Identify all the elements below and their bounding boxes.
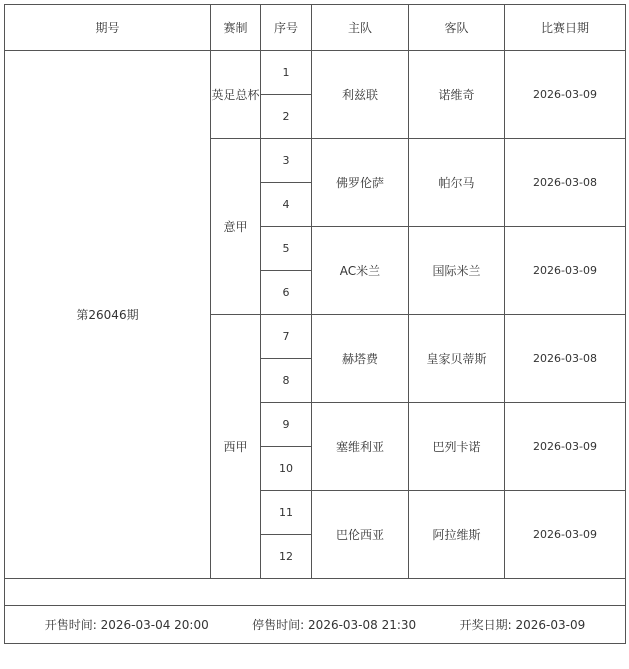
draw-date-value: 2026-03-09: [515, 618, 586, 632]
index-cell: 12: [261, 535, 312, 579]
header-home-team: 主队: [312, 5, 409, 51]
period-cell: 第26046期: [5, 51, 211, 579]
away-team-cell: 巴列卡诺: [409, 403, 505, 491]
sale-start-label: 开售时间:: [44, 618, 97, 632]
away-team-cell: 阿拉维斯: [409, 491, 505, 579]
footer-cell: [5, 606, 626, 644]
header-row: [5, 5, 626, 51]
draw-date-label: 开奖日期:: [459, 618, 512, 632]
league-cell: 西甲: [211, 315, 261, 579]
home-team-cell: AC米兰: [312, 227, 409, 315]
index-cell: 6: [261, 271, 312, 315]
index-cell: 7: [261, 315, 312, 359]
index-cell: 1: [261, 51, 312, 95]
blank-cell: [5, 579, 626, 606]
league-cell: 意甲: [211, 139, 261, 315]
league-cell: 英足总杯: [211, 51, 261, 139]
match-date-cell: 2026-03-09: [505, 227, 626, 315]
sale-start-value: 2026-03-04 20:00: [100, 618, 209, 632]
index-cell: 8: [261, 359, 312, 403]
match-date-cell: 2026-03-09: [505, 491, 626, 579]
index-cell: 9: [261, 403, 312, 447]
match-date-cell: 2026-03-09: [505, 51, 626, 139]
match-date-cell: 2026-03-08: [505, 139, 626, 227]
blank-row: [5, 579, 626, 606]
home-team-cell: 利兹联: [312, 51, 409, 139]
footer-row: [5, 606, 626, 644]
home-team-cell: 赫塔费: [312, 315, 409, 403]
header-league: 赛制: [211, 5, 261, 51]
index-cell: 10: [261, 447, 312, 491]
home-team-cell: 佛罗伦萨: [312, 139, 409, 227]
sale-stop-info: [252, 616, 416, 633]
index-cell: 11: [261, 491, 312, 535]
away-team-cell: 帕尔马: [409, 139, 505, 227]
home-team-cell: 巴伦西亚: [312, 491, 409, 579]
index-cell: 5: [261, 227, 312, 271]
sale-stop-value: 2026-03-08 21:30: [308, 618, 417, 632]
header-index: 序号: [261, 5, 312, 51]
header-match-date: 比赛日期: [505, 5, 626, 51]
match-date-cell: 2026-03-08: [505, 315, 626, 403]
match-date-cell: 2026-03-09: [505, 403, 626, 491]
header-away-team: 客队: [409, 5, 505, 51]
away-team-cell: 国际米兰: [409, 227, 505, 315]
index-cell: 2: [261, 95, 312, 139]
sale-start-info: [45, 616, 209, 633]
away-team-cell: 皇家贝蒂斯: [409, 315, 505, 403]
home-team-cell: 塞维利亚: [312, 403, 409, 491]
index-cell: 3: [261, 139, 312, 183]
index-cell: 4: [261, 183, 312, 227]
sale-stop-label: 停售时间:: [252, 618, 305, 632]
match-schedule-table: [4, 4, 626, 644]
header-period: 期号: [5, 5, 211, 51]
draw-date-info: [460, 616, 586, 633]
table-row: [5, 51, 626, 95]
away-team-cell: 诺维奇: [409, 51, 505, 139]
